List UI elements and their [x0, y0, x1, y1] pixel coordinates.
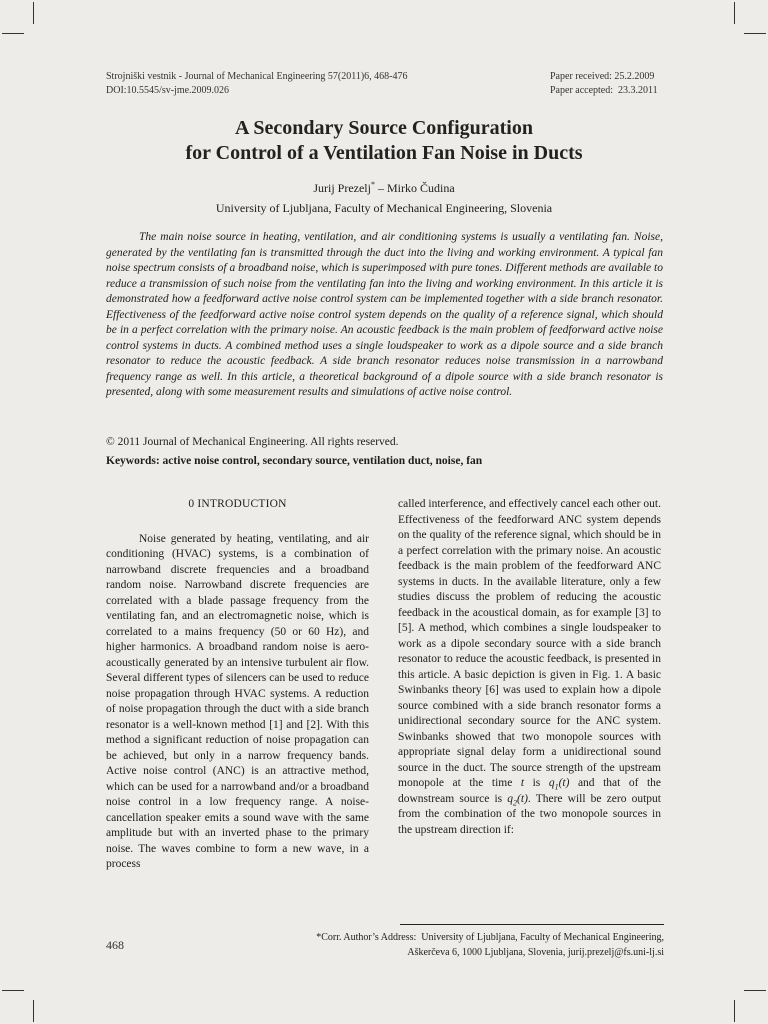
footnote-line-1: *Corr. Author’s Address: University of Ljubljana, Faculty of Mechanical Engineering,: [316, 932, 664, 943]
author-list: [100, 180, 668, 196]
author-separator: –: [374, 181, 387, 195]
journal-line: Strojniški vestnik - Journal of Mechanical Engineering 57(2011)6, 468-476: [106, 71, 408, 82]
title-line-2: for Control of a Ventilation Fan Noise in Ducts: [185, 142, 583, 164]
crop-mark: [734, 1000, 735, 1022]
crop-mark: [33, 2, 34, 24]
text-column-right: [398, 497, 664, 838]
corresponding-author-footnote: [280, 930, 664, 960]
crop-mark: [744, 33, 766, 34]
footnote-rule: [400, 924, 664, 925]
title-line-1: A Secondary Source Configuration: [235, 117, 533, 139]
symbol-q1: $q_1(t)$: [548, 777, 570, 792]
crop-mark: [2, 33, 24, 34]
crop-mark: [33, 1000, 34, 1022]
crop-mark: [734, 2, 735, 24]
text-column-left: [106, 497, 369, 873]
abstract-text: The main noise source in heating, ventilation, and air conditioning systems is usually a ventilating fan. Noise, generated by the ventilating fan is transmitted through the duct into the living and working environment. A typical fan noise spectrum consists of a broadband noise, which is superimposed with pure tones. Different methods are available to reduce a transmission of such noise from the ventilating fan into the living and working environment. In this article it is demonstrated how a feedforward active noise control system can be implemented together with a side branch resonator. Effectiveness of the feedforward active noise control system depends on the quality of a reference signal, which should be in a perfect correlation with the primary noise. An acoustic feedback is the main problem of feedforward active noise control systems in ducts. A combined method uses a single loudspeaker to work as a dipole source and a side branch resonator to reduce the acoustic feedback. A side branch resonator reduces noise transmission in a narrowband frequency range as well. In this article, a theoretical background of a dipole source with a side branch resonator is presented, along with some measurement results and simulations of active noise control.: [106, 231, 663, 398]
paper-dates: [550, 70, 680, 98]
copyright-notice: © 2011 Journal of Mechanical Engineering. All rights reserved.: [106, 436, 399, 448]
author-name: Mirko Čudina: [386, 181, 455, 195]
accepted-date: Paper accepted: 23.3.2011: [550, 85, 658, 96]
crop-mark: [2, 990, 24, 991]
crop-mark: [744, 990, 766, 991]
keywords: Keywords: active noise control, secondary source, ventilation duct, noise, fan: [106, 455, 483, 467]
symbol-q2: $q_2(t)$: [507, 792, 528, 807]
footnote-line-2: Aškerčeva 6, 1000 Ljubljana, Slovenia, jurij.prezelj@fs.uni-lj.si: [407, 947, 664, 958]
received-date: Paper received: 25.2.2009: [550, 71, 655, 82]
body-paragraph: Noise generated by heating, ventilating, and air conditioning (HVAC) systems, is a combination of narrowband discrete frequencies and a broadband random noise. Narrowband discrete frequencies are correlated with a blade passage frequency from the ventilating fan, and an electromagnetic noise, which is correlated to a mains frequency (50 or 60 Hz), and higher harmonics. A broadband random noise is aero-acoustically generated by an intensive turbulent air flow. Several different types of silencers can be used to reduce noise propagation through HVAC systems. A reduction of noise propagation through the duct with a side branch resonator is a well-known method [1] and [2]. With this method a significant reduction of noise propagation can be achieved, but only in a narrow frequency bands. Active noise control (ANC) is an attractive method, which can be used for a narrowband and/or a broadband noise control in a low frequency range. A noise-cancellation speaker emits a sound wave with the same amplitude but with an inverted phase to the primary noise. The waves combine to form a new wave, in a process: [106, 532, 369, 870]
page-number: 468: [106, 938, 124, 952]
section-heading: 0 INTRODUCTION: [188, 498, 287, 510]
doi-line: DOI:10.5545/sv-jme.2009.026: [106, 85, 230, 96]
running-header: [106, 70, 446, 98]
paper-title: [100, 116, 668, 166]
abstract: [106, 230, 663, 401]
body-paragraph: called interference, and effectively cancel each other out. Effectiveness of the feedforward ANC system depends on the quality of the reference signal, which should be in a perfect correlation with the primary noise. An acoustic feedback is the main problem of the feedforward ANC systems in ducts. In the available literature, only a few studies discuss the problem of reducing the acoustic feedback in the acoustical domain, as for example [3] to [5]. A method, which combines a single loudspeaker to work as a dipole secondary source with a side branch resonator to reduce the acoustic feedback, is presented in this article. A basic depiction is given in Fig. 1. A basic Swinbanks theory [6] was used to explain how a dipole source combined with a side branch resonator forms a unidirectional secondary source for the ANC system. Swinbanks showed that two monopole sources with appropriate signal delay form a unidirectional sound source in the duct. The source strength of the upstream monopole at the time t is $q_1(t)$ and that of the downstream source is $q_2(t)$. There will be zero output from the combination of the two monopole sources in the upstream direction if:: [398, 498, 664, 836]
corresponding-mark: *: [370, 180, 375, 189]
variable-t: t: [520, 777, 525, 789]
author-name: Jurij Prezelj: [313, 181, 371, 195]
affiliation: University of Ljubljana, Faculty of Mechanical Engineering, Slovenia: [215, 201, 553, 215]
